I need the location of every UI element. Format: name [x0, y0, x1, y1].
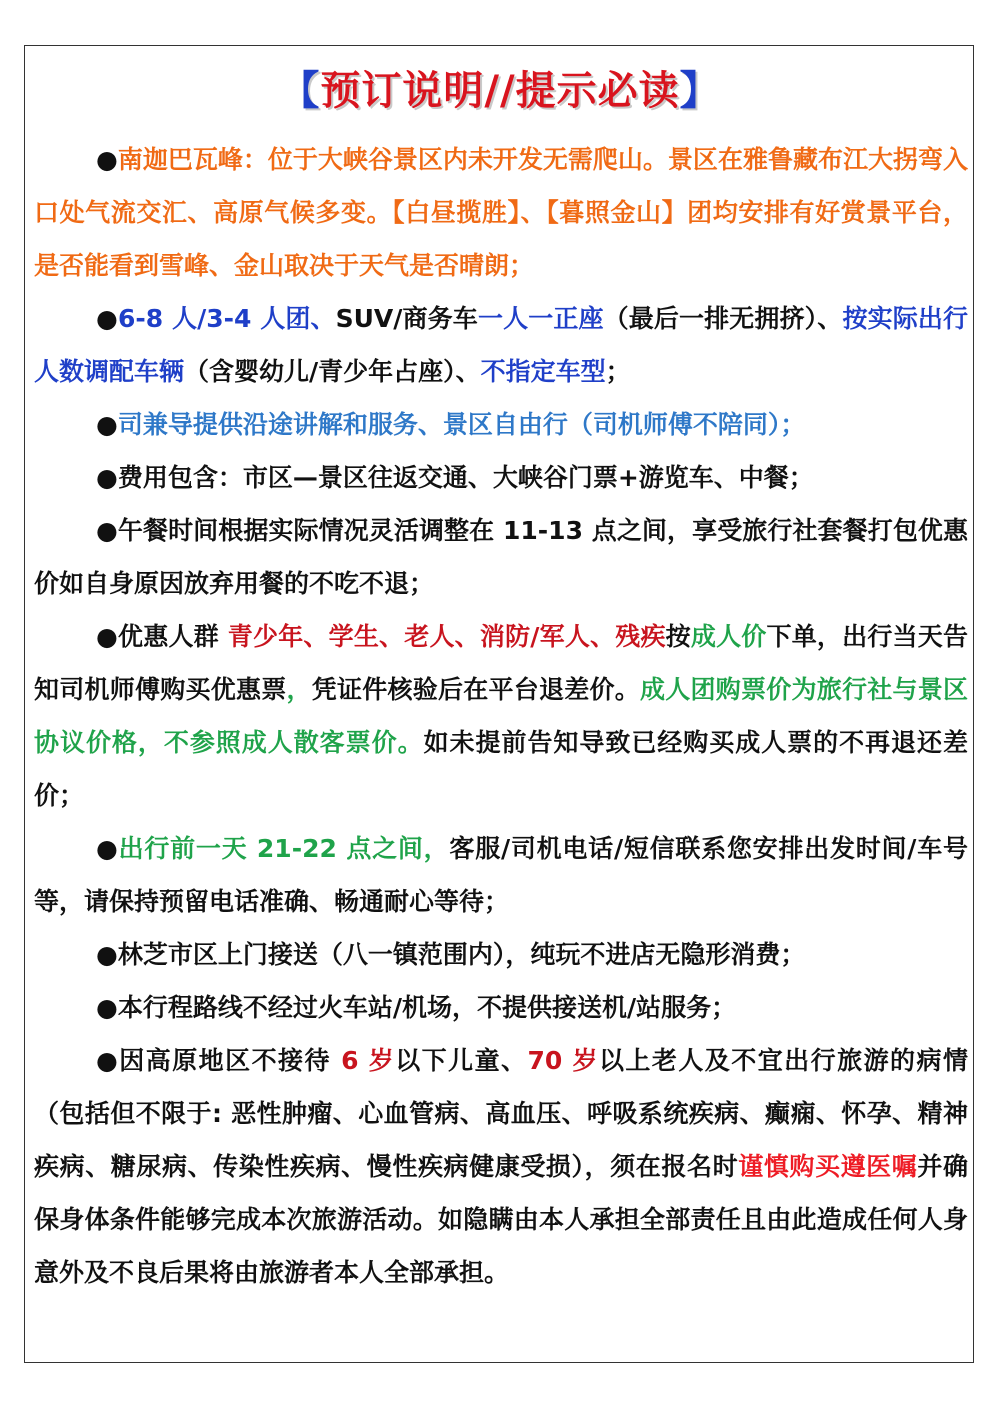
notice-text-run: 出行前一天 21-22 点之间， — [118, 834, 450, 863]
notice-text-run: ●费用包含：市区—景区往返交通、大峡谷门票+游览车、中餐； — [96, 463, 814, 492]
notice-text-run: 6 岁 — [341, 1046, 396, 1075]
notice-text-run: ●优惠人群 — [96, 622, 228, 651]
notice-text-run: ● — [96, 145, 118, 174]
notice-text-run: SUV/商务车 — [335, 304, 478, 333]
notice-text-run: 按 — [665, 622, 691, 651]
notice-item-p2 — [34, 292, 968, 398]
notice-item-p5 — [34, 504, 968, 610]
notice-text-run: （含婴幼儿/青少年占座）、 — [184, 357, 481, 386]
notice-text-run: ●本行程路线不经过火车站/机场，不提供接送机/站服务； — [96, 993, 737, 1022]
title-left-bracket: 【 — [279, 68, 321, 114]
notice-item-p4 — [34, 451, 968, 504]
notice-text-run: 客服/司机电话/短信联系您安排出发时间/车号等，请保持预留电话准确、畅通耐心等待； — [34, 834, 968, 916]
title-text: 预订说明//提示必读 — [320, 68, 680, 114]
notice-text-run: ● — [96, 410, 118, 439]
title-right-bracket: 】 — [679, 68, 721, 114]
notice-text-run: 6-8 人/3-4 人团、 — [117, 304, 336, 333]
notice-item-p8 — [34, 928, 968, 981]
notice-text-run: 一人一正座 — [477, 304, 604, 333]
notice-text-run: 按实际出行人数调配车辆 — [34, 304, 968, 386]
notice-text-run: 70 岁 — [527, 1046, 599, 1075]
notice-text-run: 谨慎购买遵医嘱 — [738, 1152, 918, 1181]
notice-text-run: ● — [96, 834, 119, 863]
notice-text-run: 成人团购票价为旅行社与景区协议价格，不参照成人散客票价。 — [34, 675, 968, 757]
notice-text-run: 以上老人及不宜出行旅游的病情（包括但不限于: 恶性肿瘤、心血管病、高血压、呼吸系统疾病、癫痫、怀孕、精神疾病、糖尿病、传染性疾病、慢性疾病健康受损），须在报名时 — [34, 1046, 968, 1181]
notice-text-run: ； — [605, 357, 631, 386]
notice-item-p1 — [34, 133, 968, 292]
notice-text-run: ， — [286, 675, 312, 704]
notice-body — [34, 133, 968, 1299]
notice-text-run: ●午餐时间根据实际情况灵活调整在 11-13 点之间，享受旅行社套餐打包优惠价如自身原因放弃用餐的不吃不退； — [34, 516, 968, 598]
notice-text-run: 成人价 — [690, 622, 767, 651]
notice-text-run: 如未提前告知导致已经购买成人票的不再退还差价； — [34, 728, 968, 810]
notice-item-p3 — [34, 398, 968, 451]
notice-text-run: ● — [96, 304, 118, 333]
notice-item-p10 — [34, 1034, 968, 1299]
notice-text-run: （最后一排无拥挤）、 — [603, 304, 843, 333]
notice-text-run: 青少年、学生、老人、消防/军人、残疾 — [227, 622, 666, 651]
notice-text-run: 南迦巴瓦峰：位于大峡谷景区内未开发无需爬山。景区在雅鲁藏布江大拐弯入口处气流交汇、高原气候多变。【白昼揽胜】、【暮照金山】团均安排有好赏景平台，是否能看到雪峰、金山取决于天气是否晴朗； — [34, 145, 968, 280]
notice-item-p9 — [34, 981, 968, 1034]
notice-text-run: ●林芝市区上门接送（八一镇范围内），纯玩不进店无隐形消费； — [96, 940, 806, 969]
notice-text-run: ●因高原地区不接待 — [96, 1046, 342, 1075]
page-title — [0, 65, 1000, 117]
notice-text-run: 不指定车型 — [480, 357, 606, 386]
notice-text-run: 凭证件核验后在平台退差价。 — [311, 675, 640, 704]
notice-item-p7 — [34, 822, 968, 928]
notice-text-run: 并确保身体条件能够完成本次旅游活动。如隐瞒由本人承担全部责任且由此造成任何人身意外及不良后果将由旅游者本人全部承担。 — [34, 1152, 968, 1287]
notice-text-run: 下单，出行当天告知司机师傅购买优惠票 — [34, 622, 968, 704]
notice-item-p6 — [34, 610, 968, 822]
notice-text-run: 司兼导提供沿途讲解和服务、景区自由行（司机师傅不陪同）； — [117, 410, 806, 439]
notice-text-run: 以下儿童、 — [395, 1046, 528, 1075]
